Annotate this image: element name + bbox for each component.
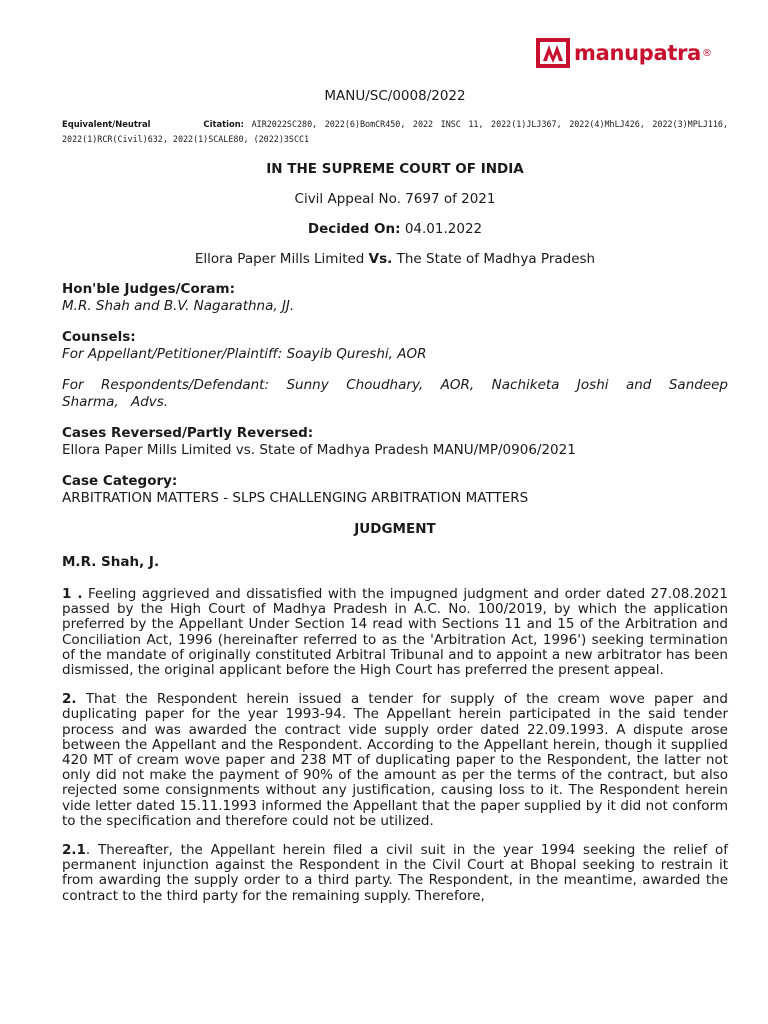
citation-list: AIR2022SC280, 2022(6)BomCR450, 2022 INSC 11, 2022(1)JLJ367, 2022(4)MhLJ426, 2022(3)MPLJ116, 2022(1)RCR(Civil)632, 2022(1)SCALE80, (2022)3SCC1 xyxy=(62,119,729,144)
citation-label: Citation: xyxy=(203,119,245,129)
equivalent-citations xyxy=(62,117,728,147)
paragraph-1 xyxy=(62,587,728,678)
manupatra-logo xyxy=(536,36,712,70)
judges-heading: Hon'ble Judges/Coram: xyxy=(62,281,235,297)
document-body xyxy=(62,84,728,904)
case-parties xyxy=(62,251,728,267)
paragraph-1-text: Feeling aggrieved and dissatisfied with the impugned judgment and order dated 27.08.2021 passed by the High Court of Madhya Pradesh in A.C. No. 100/2019, by which the application preferred by the Appellant Under Section 14 read with Sections 11 and 15 of the Arbitration and Conciliation Act, 1996 (hereinafter referred to as the 'Arbitration Act, 1996') seeking termination of the mandate of originally constituted Arbitral Tribunal and to appoint a new arbitrator has been dismissed, the original applicant before the High Court has preferred the present appeal. xyxy=(62,586,728,679)
paragraph-2-1 xyxy=(62,843,728,904)
versus: Vs. xyxy=(368,251,393,267)
case-category: ARBITRATION MATTERS - SLPS CHALLENGING ARBITRATION MATTERS xyxy=(62,490,529,506)
reversed-case: Ellora Paper Mills Limited vs. State of Madhya Pradesh MANU/MP/0906/2021 xyxy=(62,442,576,458)
registered-mark: ® xyxy=(702,47,713,59)
manupatra-logo-icon xyxy=(536,38,570,68)
counsel-appellant: For Appellant/Petitioner/Plaintiff: Soayib Qureshi, AOR xyxy=(62,346,427,362)
counsels-heading: Counsels: xyxy=(62,329,136,345)
equivalent-label: Equivalent/Neutral xyxy=(62,119,151,129)
paragraph-1-number: 1 . xyxy=(62,586,83,602)
counsel-respondent: For Respondents/Defendant: Sunny Choudhary, AOR, Nachiketa Joshi and Sandeep Sharma, Advs. xyxy=(62,377,728,410)
decided-date: 04.01.2022 xyxy=(404,221,483,237)
decided-on xyxy=(62,221,728,237)
paragraph-2-text: That the Respondent herein issued a tender for supply of the cream wove paper and duplicating paper for the year 1993-94. The Appellant herein participated in the said tender process and was awarded the contract vide supply order dated 22.09.1993. A dispute arose between the Appellant and the Respondent. According to the Appellant herein, though it supplied 420 MT of cream wove paper and 238 MT of duplicating paper to the Respondent, the latter not only did not make the payment of 90% of the amount as per the terms of the contract, but also rejected some consignments without any justification, causing loss to it. The Respondent herein vide letter dated 15.11.1993 informed the Appellant that the paper supplied by it did not conform to the specification and therefore could not be utilized. xyxy=(62,691,728,829)
court-name: IN THE SUPREME COURT OF INDIA xyxy=(266,161,524,177)
reversed-heading: Cases Reversed/Partly Reversed: xyxy=(62,425,314,441)
paragraph-2 xyxy=(62,692,728,829)
party-respondent: The State of Madhya Pradesh xyxy=(396,251,596,267)
category-heading: Case Category: xyxy=(62,473,178,489)
judges-names: M.R. Shah and B.V. Nagarathna, JJ. xyxy=(62,298,295,314)
paragraph-2-number: 2. xyxy=(62,691,77,708)
logo-wordmark: manupatra xyxy=(574,41,702,65)
paragraph-2-1-text: . Thereafter, the Appellant herein filed a civil suit in the year 1994 seeking the relief of permanent injunction against the Respondent in the Civil Court at Bhopal seeking to restrain it from awarding the supply order to a third party. The Respondent, in the meantime, awarded the contract to the third party for the remaining supply. Therefore, xyxy=(62,842,728,904)
judgment-heading: JUDGMENT xyxy=(354,521,436,537)
party-appellant: Ellora Paper Mills Limited xyxy=(194,251,365,267)
appeal-number: Civil Appeal No. 7697 of 2021 xyxy=(294,191,496,207)
judgment-author: M.R. Shah, J. xyxy=(62,554,160,570)
manu-number: MANU/SC/0008/2022 xyxy=(324,88,466,104)
decided-label: Decided On: xyxy=(307,221,401,237)
paragraph-2-1-number: 2.1 xyxy=(62,842,86,859)
